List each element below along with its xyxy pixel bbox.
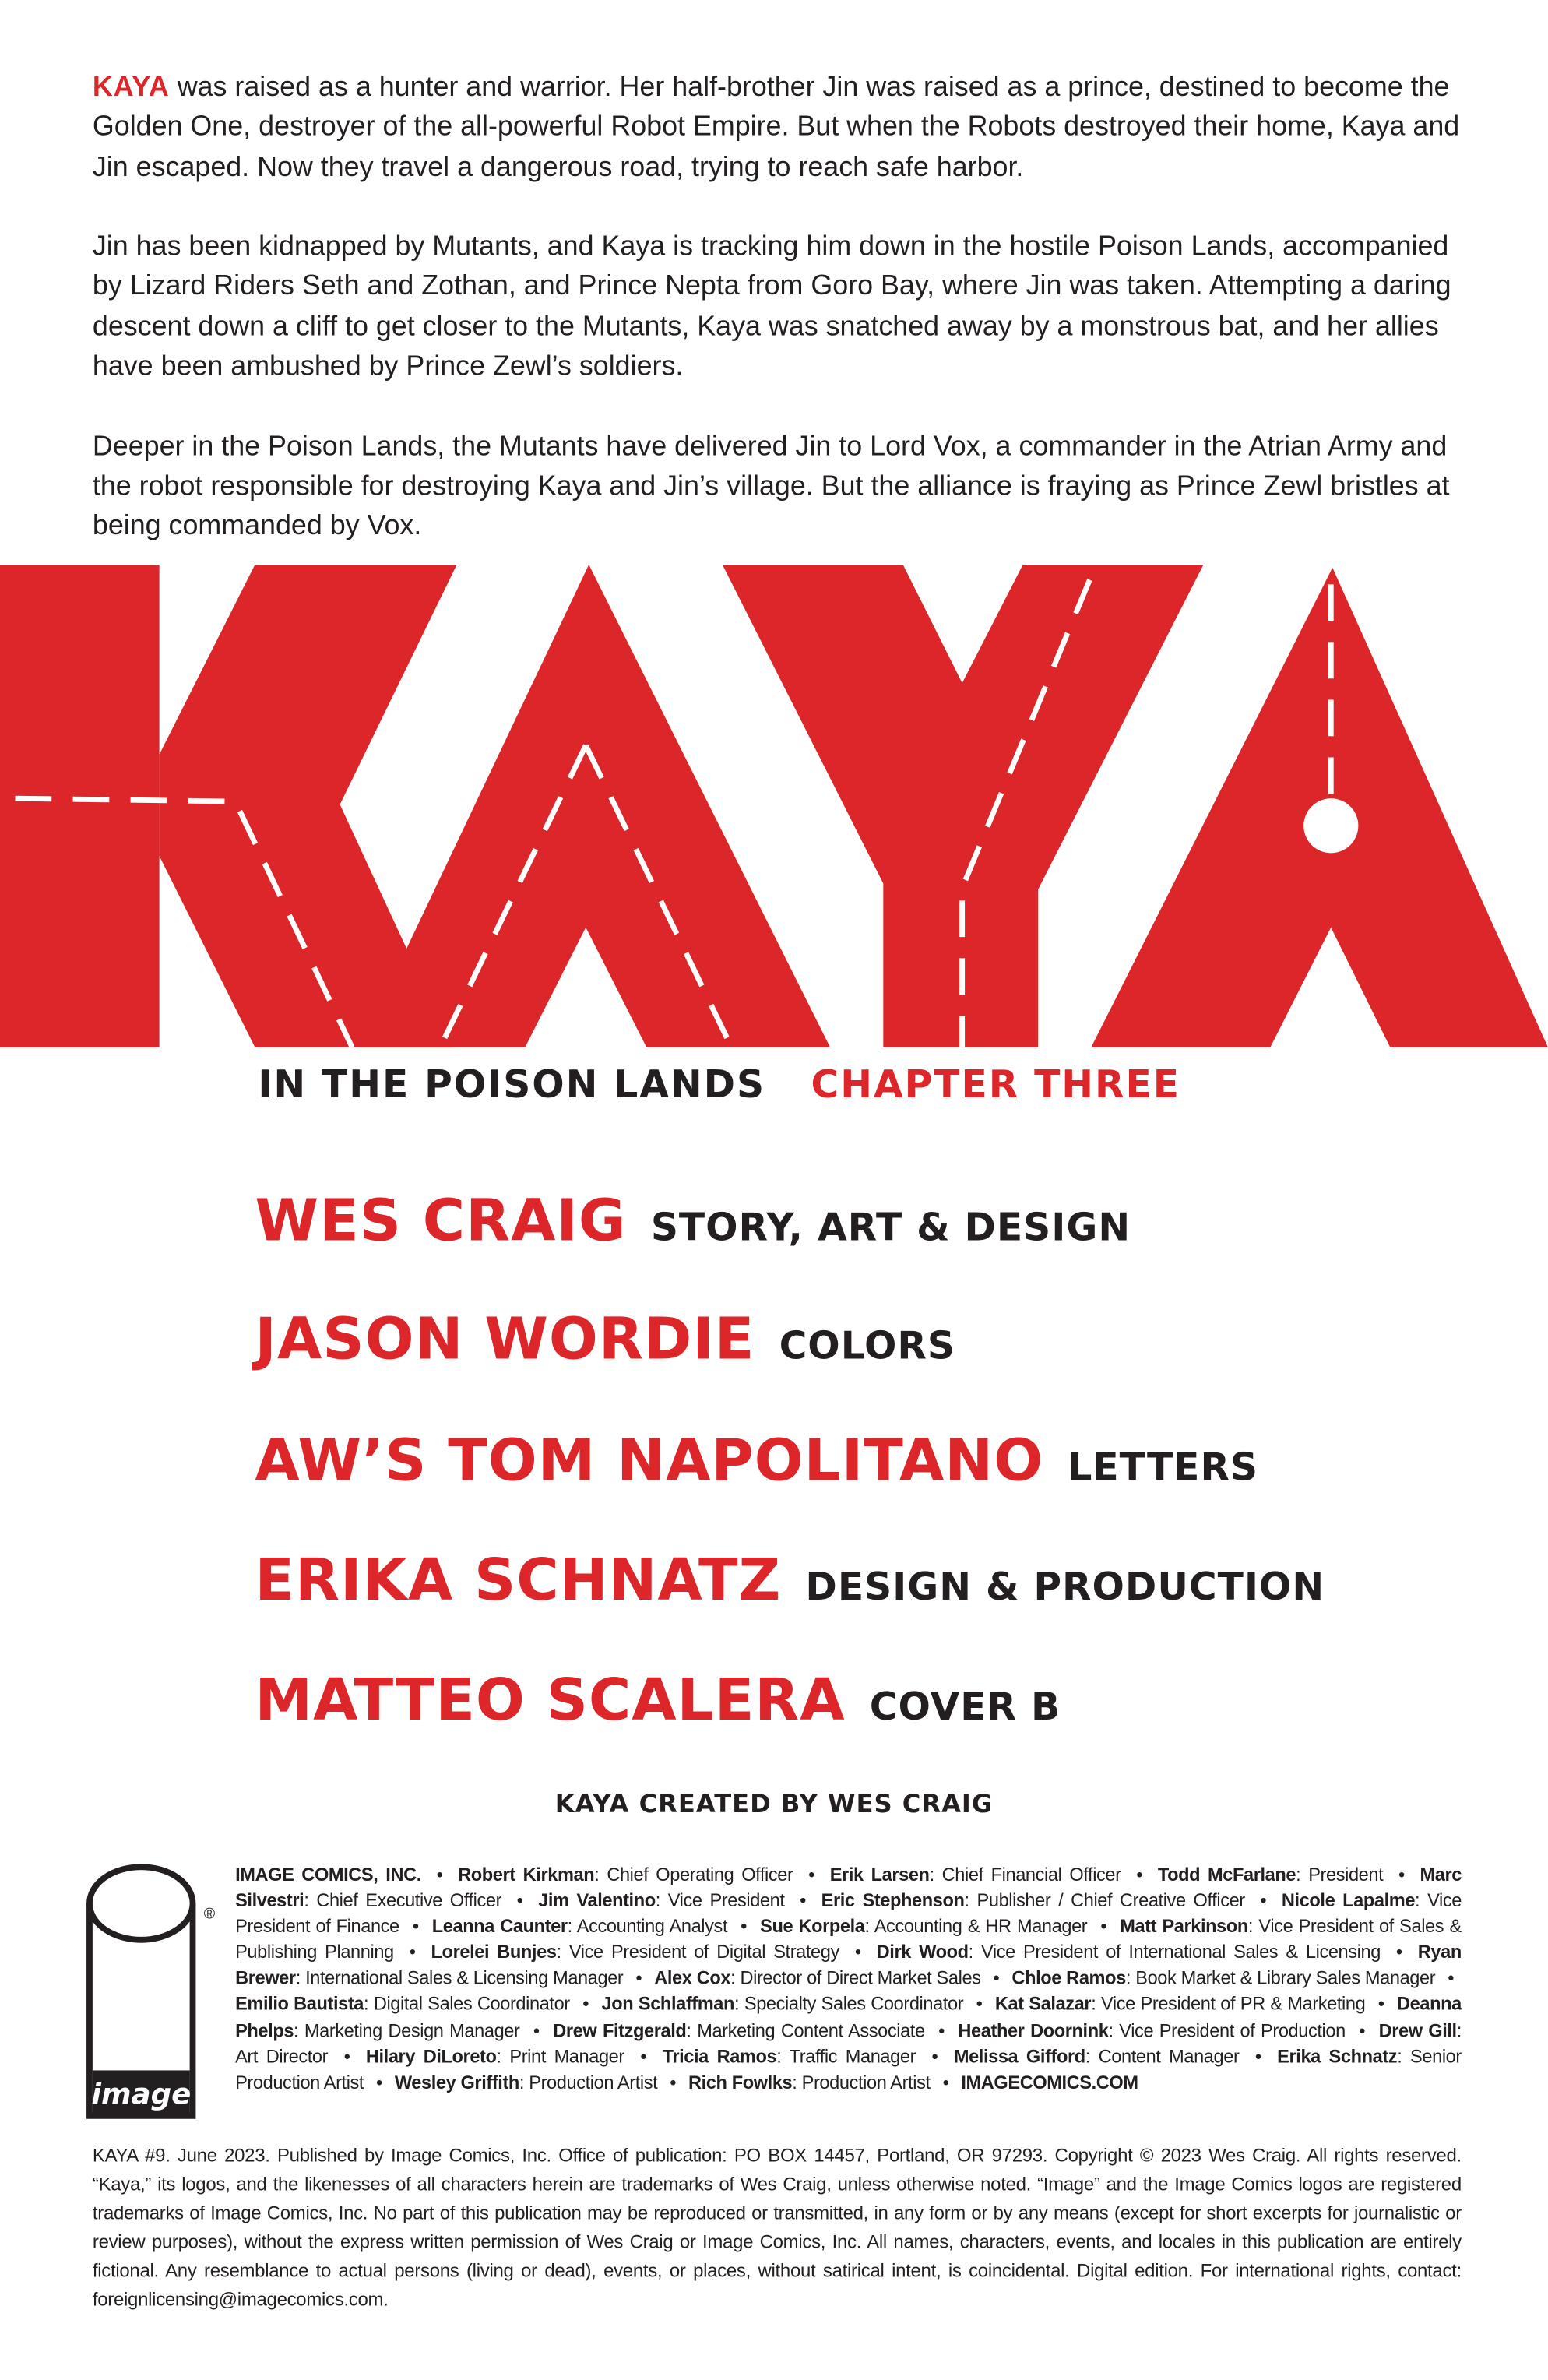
- credit-line: [255, 1305, 955, 1372]
- series-subtitle: IN THE POISON LANDS: [258, 1062, 766, 1107]
- image-logo-text: image: [91, 2077, 192, 2111]
- staff-role: Vice President of Sales & Publishing Planning: [235, 1916, 1462, 1963]
- staff-name: Robert Kirkman: [458, 1864, 595, 1885]
- credit-name: AW’S TOM NAPOLITANO: [255, 1427, 1044, 1494]
- credit-line: [255, 1547, 1325, 1614]
- company-name: IMAGE COMICS, INC.: [235, 1864, 421, 1885]
- staff-name: Matt Parkinson: [1120, 1916, 1248, 1938]
- publisher-staff-list: IMAGE COMICS, INC. • Robert Kirkman: Chief Operating Officer • Erik Larsen: Chief Financial Officer • Todd McFarlane: President • Marc Silvestri: Chief Executive Officer • Jim Valentino: Vice President • Eric Stephenson: Publisher / Chief Creative Officer • Nicole Lapalme: Vice President of Finance • Leanna Caunter: Accounting Analyst • Sue Korpela: Accounting & HR Manager • Matt Parkinson: Vice President of Sales & Publishing Planning • Lorelei Bunjes: Vice President of Digital Strategy • Dirk Wood: Vice President of International Sales & Licensing • Ryan Brewer: International Sales & Licensing Manager • Alex Cox: Director of Direct Market Sales • Chloe Ramos: Book Market & Library Sales Manager • Emilio Bautista: Digital Sales Coordinator • Jon Schlaffman: Specialty Sales Coordinator • Kat Salazar: Vice President of PR & Marketing • Deanna Phelps: Marketing Design Manager • Drew Fitzgerald: Marketing Content Associate • Heather Doornink: Vice President of Production • Drew Gill: Art Director • Hilary DiLoreto: Print Manager • Tricia Ramos: Traffic Manager • Melissa Gifford: Content Manager • Erika Schnatz: Senior Production Artist • Wesley Griffith: Production Artist • Rich Fowlks: Production Artist • IMAGECOMICS.COM: [235, 1864, 1462, 2093]
- bullet-separator: •: [582, 1993, 589, 2016]
- staff-role: Production Artist: [529, 2071, 658, 2093]
- staff-role: Chief Executive Officer: [316, 1889, 502, 1911]
- credit-line: [255, 1667, 1061, 1734]
- staff-name: Erika Schnatz: [1277, 2045, 1398, 2067]
- bullet-separator: •: [409, 1942, 416, 1963]
- staff-name: Leanna Caunter: [431, 1916, 568, 1938]
- staff-name: Lorelei Bunjes: [431, 1942, 557, 1963]
- credit-name: MATTEO SCALERA: [255, 1667, 846, 1734]
- bullet-separator: •: [1136, 1864, 1143, 1885]
- staff-name: Erik Larsen: [829, 1864, 930, 1885]
- staff-role: Director of Direct Market Sales: [740, 1967, 981, 1989]
- staff-name: Tricia Ramos: [662, 2045, 777, 2067]
- staff-role: International Sales & Licensing Manager: [305, 1967, 624, 1989]
- website-link[interactable]: IMAGECOMICS.COM: [961, 2071, 1138, 2093]
- bullet-separator: •: [741, 1916, 748, 1938]
- staff-name: Marc Silvestri: [235, 1864, 1462, 1911]
- credit-role: LETTERS: [1068, 1445, 1259, 1489]
- recap-paragraph-2: Jin has been kidnapped by Mutants, and Kaya is tracking him down in the hostile Poison Lands, accompanied by Lizard Riders Seth and Zothan, and Prince Nepta from Goro Bay, where Jin was taken. Attempting a daring descent down a cliff to get closer to the Mutants, Kaya was snatched away by a monstrous bat, and her allies have been ambushed by Prince Zewl’s soldiers.: [92, 229, 1451, 382]
- bullet-separator: •: [436, 1864, 443, 1885]
- bullet-separator: •: [343, 2045, 350, 2067]
- bullet-separator: •: [1359, 2019, 1366, 2041]
- staff-role: Specialty Sales Coordinator: [744, 1993, 964, 2016]
- staff-name: Heather Doornink: [958, 2019, 1109, 2041]
- staff-name: Alex Cox: [654, 1967, 731, 1989]
- staff-name: Chloe Ramos: [1011, 1967, 1126, 1989]
- bullet-separator: •: [516, 1889, 523, 1911]
- bullet-separator: •: [976, 1993, 983, 2016]
- staff-name: Jon Schlaffman: [601, 1993, 735, 2016]
- staff-name: Todd McFarlane: [1157, 1864, 1296, 1885]
- bullet-separator: •: [808, 1864, 815, 1885]
- staff-role: Publisher / Chief Creative Officer: [976, 1889, 1245, 1911]
- credit-line: [255, 1427, 1258, 1494]
- bullet-separator: •: [635, 1967, 642, 1989]
- credit-role: COLORS: [779, 1323, 955, 1368]
- chapter-label: CHAPTER THREE: [811, 1062, 1180, 1107]
- staff-role: Marketing Design Manager: [304, 2019, 520, 2041]
- bullet-separator: •: [670, 2071, 677, 2093]
- staff-name: Nicole Lapalme: [1281, 1889, 1416, 1911]
- staff-role: Accounting Analyst: [576, 1916, 728, 1938]
- staff-role: Book Market & Library Sales Manager: [1135, 1967, 1436, 1989]
- staff-role: Vice President of Finance: [235, 1889, 1462, 1938]
- credit-role: STORY, ART & DESIGN: [650, 1205, 1131, 1250]
- bullet-separator: •: [640, 2045, 647, 2067]
- bullet-separator: •: [412, 1916, 419, 1938]
- credit-role: DESIGN & PRODUCTION: [805, 1565, 1325, 1609]
- staff-role: Marketing Content Associate: [697, 2019, 925, 2041]
- staff-name: Kat Salazar: [994, 1993, 1092, 2016]
- registered-mark: ®: [203, 1905, 216, 1923]
- staff-name: Rich Fowlks: [688, 2071, 793, 2093]
- bullet-separator: •: [854, 1942, 861, 1963]
- bullet-separator: •: [1254, 2045, 1261, 2067]
- staff-name: Emilio Bautista: [235, 1993, 364, 2016]
- staff-name: Drew Gill: [1378, 2019, 1457, 2041]
- bullet-separator: •: [938, 2019, 945, 2041]
- staff-role: Vice President of PR & Marketing: [1101, 1993, 1366, 2016]
- staff-role: Vice President of Production: [1119, 2019, 1346, 2041]
- created-by: KAYA CREATED BY WES CRAIG: [554, 1789, 994, 1818]
- bullet-separator: •: [533, 2019, 540, 2041]
- staff-name: Wesley Griffith: [394, 2071, 519, 2093]
- staff-role: Print Manager: [509, 2045, 624, 2067]
- kaya-name: KAYA: [92, 69, 170, 102]
- staff-role: Vice President: [667, 1889, 785, 1911]
- staff-role: Vice President of Digital Strategy: [568, 1942, 839, 1963]
- staff-name: Eric Stephenson: [821, 1889, 965, 1911]
- staff-name: Sue Korpela: [760, 1916, 865, 1938]
- bullet-separator: •: [1260, 1889, 1267, 1911]
- bullet-separator: •: [1395, 1942, 1402, 1963]
- staff-role: Production Artist: [801, 2071, 931, 2093]
- logo-k-arm: [160, 565, 457, 804]
- credit-line: [255, 1187, 1131, 1254]
- staff-role: Chief Operating Officer: [607, 1864, 793, 1885]
- recap-paragraph-3: Deeper in the Poison Lands, the Mutants have delivered Jin to Lord Vox, a commander in the Atrian Army and the robot responsible for destroying Kaya and Jin’s village. But the alliance is fraying as Prince Zewl bristles at being commanded by Vox.: [92, 428, 1450, 541]
- bullet-separator: •: [800, 1889, 807, 1911]
- credit-name: JASON WORDIE: [255, 1305, 755, 1372]
- staff-name: Deanna Phelps: [235, 1993, 1462, 2041]
- road-end-circle: [1303, 798, 1358, 853]
- credit-name: WES CRAIG: [255, 1187, 627, 1254]
- staff-role: Content Manager: [1098, 2045, 1240, 2067]
- staff-role: Senior Production Artist: [235, 2045, 1462, 2093]
- image-comics-logo: [79, 1858, 224, 2125]
- staff-name: Drew Fitzgerald: [553, 2019, 687, 2041]
- staff-role: Digital Sales Coordinator: [373, 1993, 570, 2016]
- staff-name: Melissa Gifford: [953, 2045, 1085, 2067]
- bullet-separator: •: [931, 2045, 938, 2067]
- staff-role: Accounting & HR Manager: [874, 1916, 1088, 1938]
- staff-name: Hilary DiLoreto: [365, 2045, 497, 2067]
- staff-name: Dirk Wood: [876, 1942, 969, 1963]
- legal-notice: KAYA #9. June 2023. Published by Image Comics, Inc. Office of publication: PO BOX 14457, Portland, OR 97293. Copyright © 2023 Wes Craig. All rights reserved. “Kaya,” its logos, and the likenesses of all characters herein are trademarks of Wes Craig, unless otherwise noted. “Image” and the Image Comics logos are registered trademarks of Image Comics, Inc. No part of this publication may be reproduced or transmitted, in any form or by any means (except for short excerpts for journalistic or review purposes), without the express written permission of Wes Craig or Image Comics, Inc. All names, characters, events, and locales in this publication are entirely fictional. Any resemblance to actual persons (living or dead), events, or places, without satirical intent, is coincidental. Digital edition. For international rights, contact: foreignlicensing@imagecomics.com.: [92, 2144, 1462, 2311]
- staff-role: Vice President of International Sales & Licensing: [980, 1942, 1381, 1963]
- recap-text: was raised as a hunter and warrior. Her half-brother Jin was raised as a prince, destined to become the Golden One, destroyer of the all-powerful Robot Empire. But when the Robots destroyed their home, Kaya and Jin escaped. Now they travel a dangerous road, trying to reach safe harbor.: [92, 69, 1460, 182]
- bullet-separator: •: [376, 2071, 382, 2093]
- credit-name: ERIKA SCHNATZ: [255, 1547, 782, 1614]
- staff-name: Jim Valentino: [538, 1889, 656, 1911]
- staff-role: Traffic Manager: [789, 2045, 916, 2067]
- bullet-separator: •: [942, 2071, 949, 2093]
- staff-role: President: [1308, 1864, 1384, 1885]
- staff-name: Ryan Brewer: [235, 1942, 1462, 1989]
- bullet-separator: •: [1377, 1993, 1384, 2016]
- bullet-separator: •: [1448, 1967, 1455, 1989]
- subtitle: [258, 1062, 1180, 1107]
- logo-k-stem: [0, 565, 160, 1047]
- bullet-separator: •: [993, 1967, 1000, 1989]
- credit-role: COVER B: [869, 1685, 1061, 1729]
- bullet-separator: •: [1398, 1864, 1405, 1885]
- staff-role: Chief Financial Officer: [941, 1864, 1121, 1885]
- bullet-separator: •: [1100, 1916, 1107, 1938]
- staff-role: Art Director: [235, 2045, 329, 2067]
